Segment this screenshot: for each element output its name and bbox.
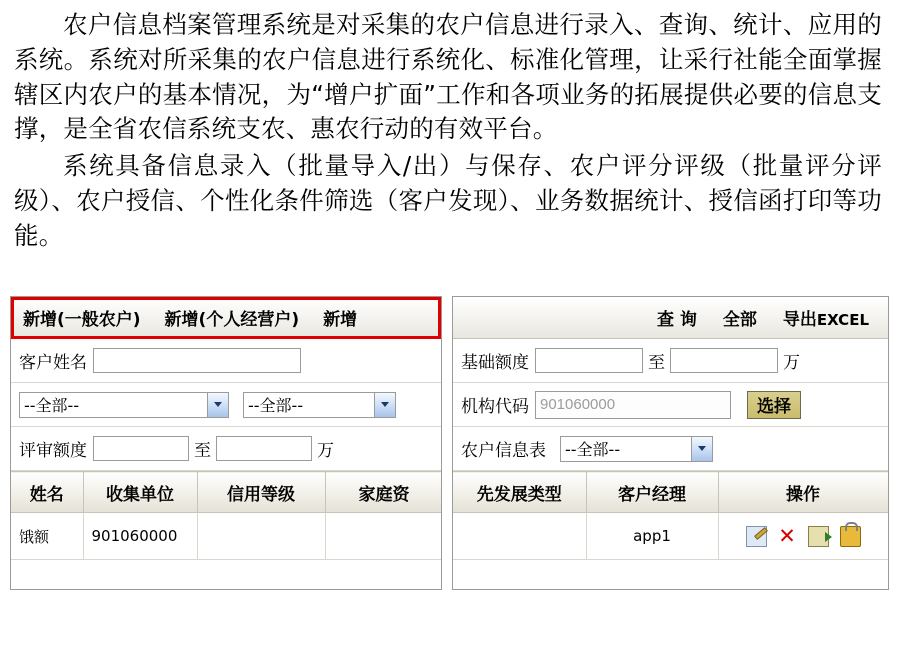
column-header-credit-level: 信用等级 <box>197 472 325 513</box>
review-amount-row <box>11 427 441 471</box>
table-row[interactable] <box>11 513 442 560</box>
paragraph-1: 农户信息档案管理系统是对采集的农户信息进行录入、查询、统计、应用的系统。系统对所采集的农户信息进行系统化、标准化管理，让采行社能全面掌握辖区内农户的基本情况，为“增户扩面”工作和各项业务的拓展提供必要的信息支撑，是全省农信系统支农、惠农行动的有效平台。 <box>14 10 882 144</box>
base-quota-label: 基础额度 <box>461 353 529 373</box>
filter-dropdown-2-value: --全部-- <box>248 396 304 415</box>
chevron-down-icon <box>207 393 228 417</box>
cell-operations <box>718 513 888 560</box>
right-app-panel <box>452 296 889 590</box>
filters-row <box>11 383 441 427</box>
filter-dropdown-1-value: --全部-- <box>24 396 80 415</box>
add-individual-business-button[interactable]: 新增(个人经营户) <box>164 310 300 330</box>
cell-dev-type <box>453 513 586 560</box>
org-code-select-button[interactable] <box>747 391 801 419</box>
export-icon[interactable] <box>808 526 829 547</box>
cell-account-manager: app1 <box>586 513 718 560</box>
review-amount-to-input[interactable] <box>216 436 312 461</box>
lock-icon[interactable] <box>840 526 861 547</box>
org-code-input[interactable] <box>535 391 731 419</box>
add-general-farmer-button[interactable]: 新增(一般农户) <box>23 310 141 330</box>
base-quota-row <box>453 339 888 383</box>
filter-dropdown-1[interactable] <box>19 392 229 418</box>
left-results-table <box>11 471 442 560</box>
base-quota-unit: 万 <box>783 353 800 373</box>
chevron-down-icon <box>374 393 395 417</box>
all-button[interactable]: 全部 <box>722 310 757 330</box>
filter-dropdown-2[interactable] <box>243 392 396 418</box>
farmer-info-table-dropdown[interactable] <box>560 436 713 462</box>
base-quota-from-input[interactable] <box>535 348 643 373</box>
document-body <box>0 0 900 253</box>
cell-collect-unit: 901060000 <box>83 513 197 560</box>
export-excel-suffix: EXCEL <box>816 311 869 329</box>
org-code-row <box>453 383 888 427</box>
base-quota-to-input[interactable] <box>670 348 778 373</box>
column-header-dev-type: 先发展类型 <box>453 472 586 513</box>
column-header-account-manager: 客户经理 <box>586 472 718 513</box>
cell-credit-level <box>197 513 325 560</box>
customer-name-row <box>11 339 441 383</box>
column-header-operations: 操作 <box>718 472 888 513</box>
chevron-down-icon <box>691 437 712 461</box>
review-amount-from-input[interactable] <box>93 436 189 461</box>
org-code-label: 机构代码 <box>461 397 529 417</box>
query-button[interactable]: 查 询 <box>656 310 697 330</box>
review-amount-unit: 万 <box>317 441 334 461</box>
left-app-panel <box>10 296 442 590</box>
column-header-family-assets: 家庭资 <box>325 472 442 513</box>
column-header-collect-unit: 收集单位 <box>83 472 197 513</box>
delete-icon[interactable]: ✕ <box>778 523 796 548</box>
farmer-info-table-value: --全部-- <box>565 440 621 459</box>
export-excel-button[interactable] <box>770 305 882 330</box>
left-toolbar <box>11 297 441 339</box>
row-actions <box>720 523 887 548</box>
column-header-name: 姓名 <box>11 472 83 513</box>
screenshot-figures <box>0 290 900 600</box>
review-amount-label: 评审额度 <box>19 441 87 461</box>
base-quota-to-label: 至 <box>648 353 665 373</box>
table-row[interactable] <box>453 513 888 560</box>
paragraph-2: 系统具备信息录入（批量导入/出）与保存、农户评分评级（批量评分评级）、农户授信、个性化条件筛选（客户发现）、业务数据统计、授信函打印等功能。 <box>14 151 882 250</box>
cell-name: 饿额 <box>11 513 83 560</box>
right-toolbar <box>453 297 888 339</box>
export-excel-label: 导出 <box>782 310 817 330</box>
add-button[interactable]: 新增 <box>323 310 358 330</box>
cell-family-assets <box>325 513 442 560</box>
table-header-row <box>11 472 442 513</box>
right-results-table <box>453 471 889 560</box>
farmer-info-table-label: 农户信息表 <box>461 441 546 461</box>
customer-name-label: 客户姓名 <box>19 353 87 373</box>
customer-name-input[interactable] <box>93 348 301 373</box>
farmer-info-table-row <box>453 427 888 471</box>
review-amount-to-label: 至 <box>194 441 211 461</box>
table-header-row <box>453 472 888 513</box>
edit-icon[interactable] <box>746 526 767 547</box>
org-code-select-label: 选择 <box>757 397 791 417</box>
